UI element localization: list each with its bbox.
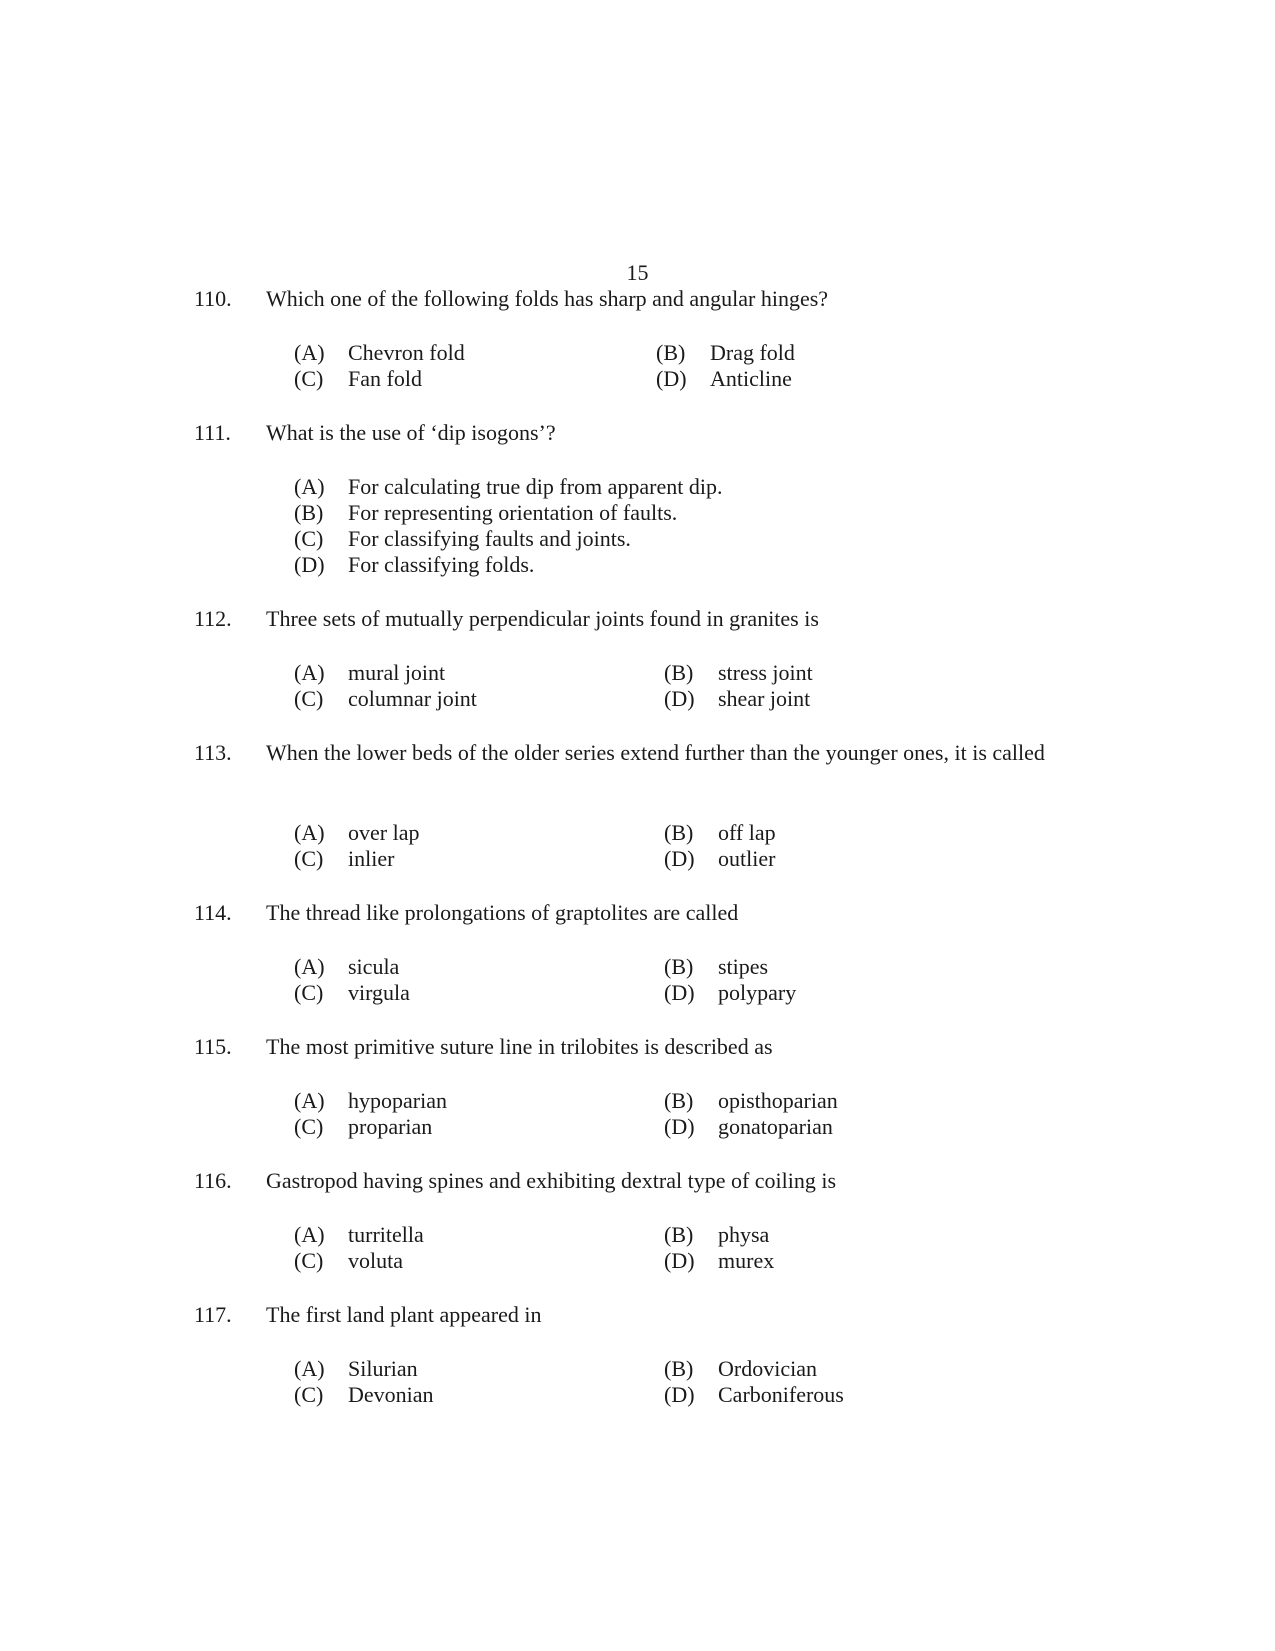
question-number: 111. — [194, 420, 231, 445]
question-114: 114. The thread like prolongations of graptolites are called (A) sicula (B) stipes (C) virgula (D) polypary — [194, 900, 1084, 1006]
question-number: 114. — [194, 900, 232, 925]
question-117: 117. The first land plant appeared in (A) Silurian (B) Ordovician (C) Devonian (D) Carboniferous — [194, 1302, 1084, 1408]
question-111: 111. What is the use of ‘dip isogons’? (A) For calculating true dip from apparent dip. (B) For representing orientation of faults. (C) For classifying faults and joints. (D) For classifying folds. — [194, 420, 1084, 578]
question-text: Which one of the following folds has sharp and angular hinges? — [266, 286, 829, 311]
question-text: Three sets of mutually perpendicular joints found in granites is — [266, 606, 819, 631]
question-116: 116. Gastropod having spines and exhibiting dextral type of coiling is (A) turritella (B) physa (C) voluta (D) murex — [194, 1168, 1084, 1274]
question-number: 115. — [194, 1034, 232, 1059]
question-text: Gastropod having spines and exhibiting dextral type of coiling is — [266, 1168, 837, 1193]
question-text: When the lower beds of the older series extend further than the younger ones, it is called — [266, 740, 1045, 765]
question-text: The thread like prolongations of graptolites are called — [266, 900, 739, 925]
question-number: 117. — [194, 1302, 232, 1327]
question-115: 115. The most primitive suture line in trilobites is described as (A) hypoparian (B) opisthoparian (C) proparian (D) gonatoparian — [194, 1034, 1084, 1140]
question-110: 110. Which one of the following folds has sharp and angular hinges? (A) Chevron fold (B) Drag fold (C) Fan fold (D) Anticline — [194, 286, 1084, 392]
question-number: 112. — [194, 606, 232, 631]
question-number: 113. — [194, 740, 232, 765]
question-112: 112. Three sets of mutually perpendicular joints found in granites is (A) mural joint (B) stress joint (C) columnar joint (D) shear joint — [194, 606, 1084, 712]
question-text: The most primitive suture line in trilobites is described as — [266, 1034, 773, 1059]
question-text: The first land plant appeared in — [266, 1302, 542, 1327]
question-number: 116. — [194, 1168, 232, 1193]
question-113: 113. When the lower beds of the older series extend further than the younger ones, it is called (A) over lap (B) off lap (C) inlier (D) outlier — [194, 740, 1084, 872]
question-number: 110. — [194, 286, 232, 311]
page-number: 15 — [626, 260, 649, 285]
question-text: What is the use of ‘dip isogons’? — [266, 420, 556, 445]
